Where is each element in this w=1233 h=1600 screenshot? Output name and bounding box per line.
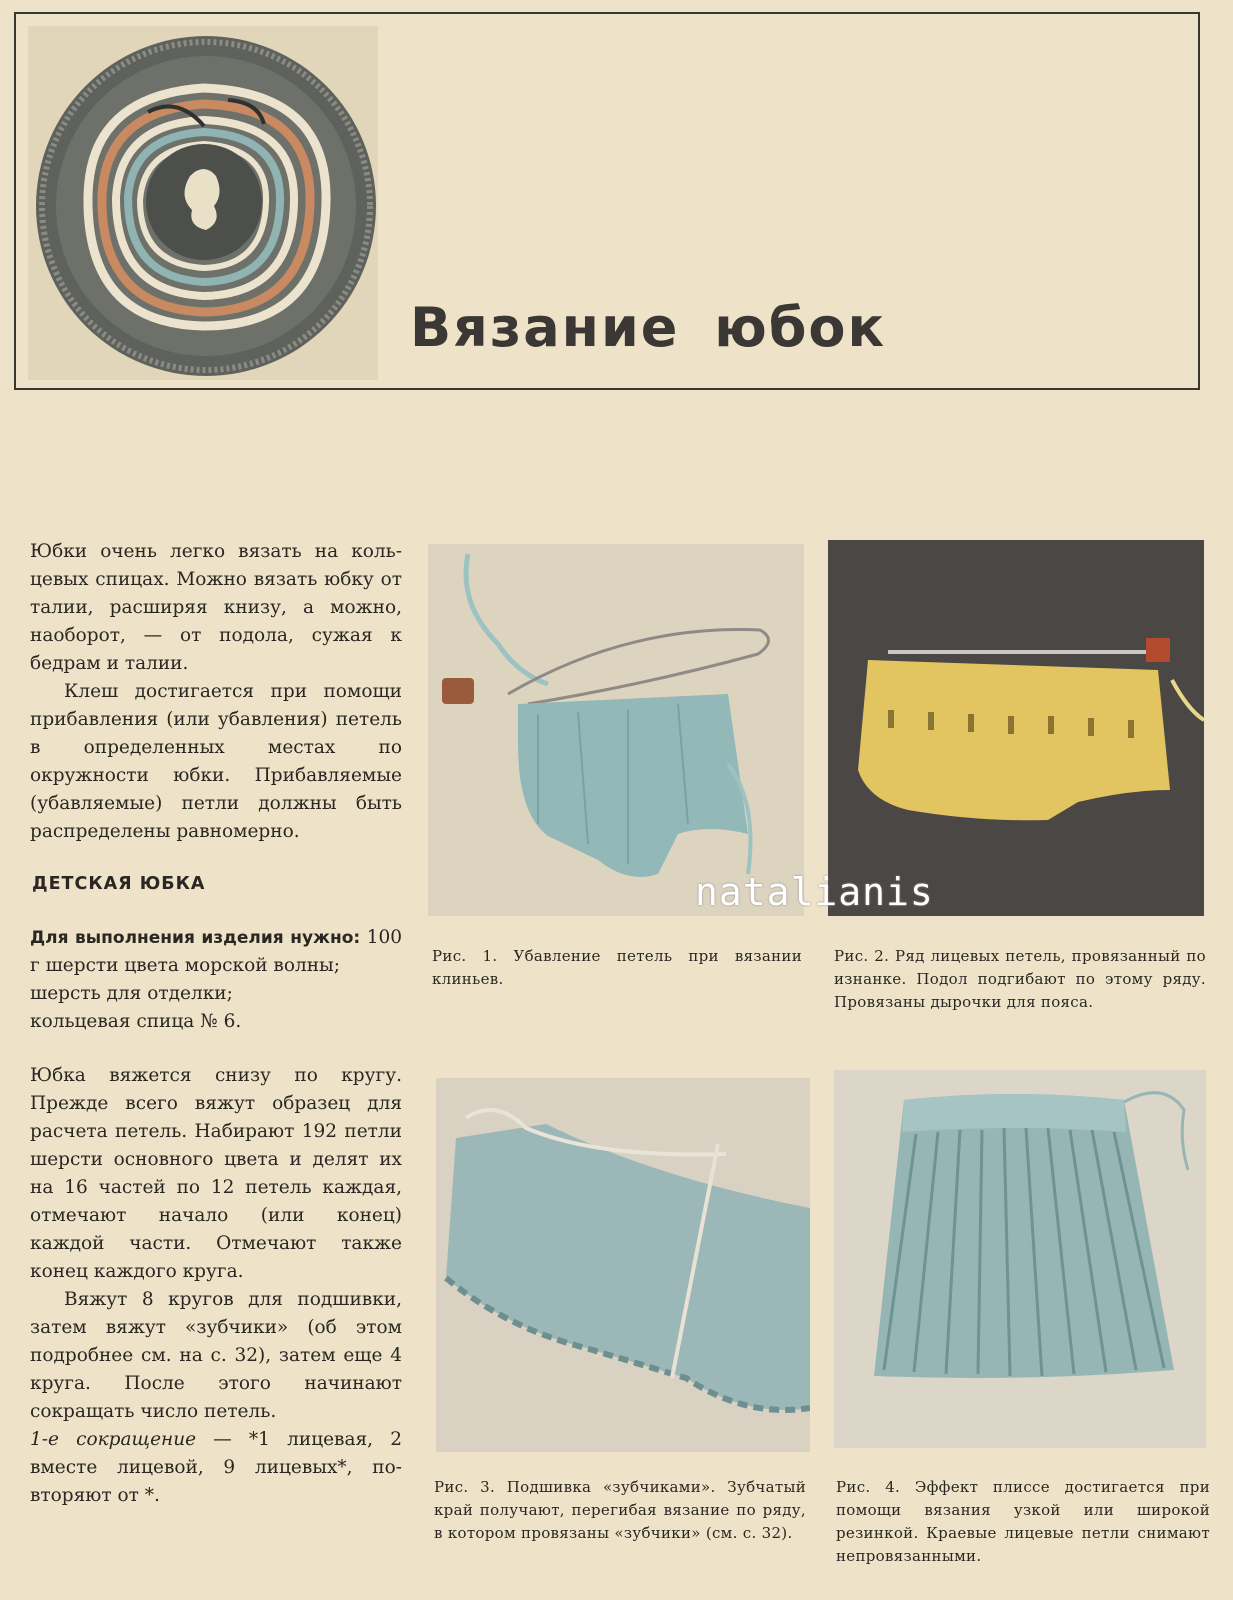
- knitted-disc-photo: [28, 26, 378, 380]
- reduction-paragraph: [30, 1426, 402, 1510]
- requirements-block: [30, 924, 402, 1036]
- intro-paragraph-2: Клеш достигается при помощи прибавления (или убавления) петель в определенных местах по окружности юбки. Прибавляемые (убавляемые) петли должны быть распределены равномерно.: [30, 681, 402, 842]
- watermark: natalianis: [695, 870, 934, 914]
- article-text-column: [30, 538, 402, 1510]
- requirement-item: шерсть для отделки;: [30, 983, 233, 1004]
- intro-paragraph-1: Юбки очень легко вязать на кольцевых спицах. Можно вязать юбку от талии, расширяя книзу, а можно, наоборот, — от подола, сужая к бедрам и талии.: [30, 541, 402, 674]
- body-paragraph-1: Юбка вяжется снизу по кругу. Прежде всего вяжут образец для расчета петель. Набирают 192 петли шерсти основного цвета и делят их на 16 частей по 12 петель каждая, отмечают начало (или конец) каждой части. Отмечают также конец каждого круга.: [30, 1065, 402, 1282]
- reduction-label: 1-е сокращение: [30, 1429, 197, 1450]
- figure-2-caption: Рис. 2. Ряд лицевых петель, провязанный по изнанке. Подол подгибают по этому ряду. Провязаны дырочки для пояса.: [834, 947, 1206, 1011]
- figure-3-caption: Рис. 3. Подшивка «зубчиками». Зубчатый край получают, перегибая вязание по ряду, в котором провязаны «зубчики» (см. с. 32).: [434, 1478, 806, 1542]
- requirement-item: 100 г шерсти цвета морской волны;: [30, 927, 402, 976]
- requirement-item: кольцевая спица № 6.: [30, 1011, 242, 1032]
- figure-2-photo: [828, 540, 1204, 916]
- requirements-label: Для выполнения изделия нужно:: [30, 928, 361, 948]
- figure-4-photo: [834, 1070, 1206, 1448]
- page-title: Вязание юбок: [410, 296, 887, 359]
- reduction-text: — *1 лицевая, 2 вместе лицевой, 9 лицевых*, повторяют от *.: [30, 1429, 402, 1506]
- figure-4-caption: Рис. 4. Эффект плиссе достигается при помощи вязания узкой или широкой резинкой. Краевые лицевые петли снимают непровязанными.: [836, 1478, 1210, 1565]
- body-paragraph-2: Вяжут 8 кругов для подшивки, затем вяжут «зубчики» (об этом подробнее см. на с. 32), затем еще 4 круга. После этого начинают сокращать число петель.: [30, 1289, 402, 1422]
- figure-3-photo: [436, 1078, 810, 1452]
- figure-1-photo: [428, 544, 804, 916]
- figure-1-caption: Рис. 1. Убавление петель при вязании клиньев.: [432, 947, 802, 988]
- section-heading: ДЕТСКАЯ ЮБКА: [32, 874, 206, 894]
